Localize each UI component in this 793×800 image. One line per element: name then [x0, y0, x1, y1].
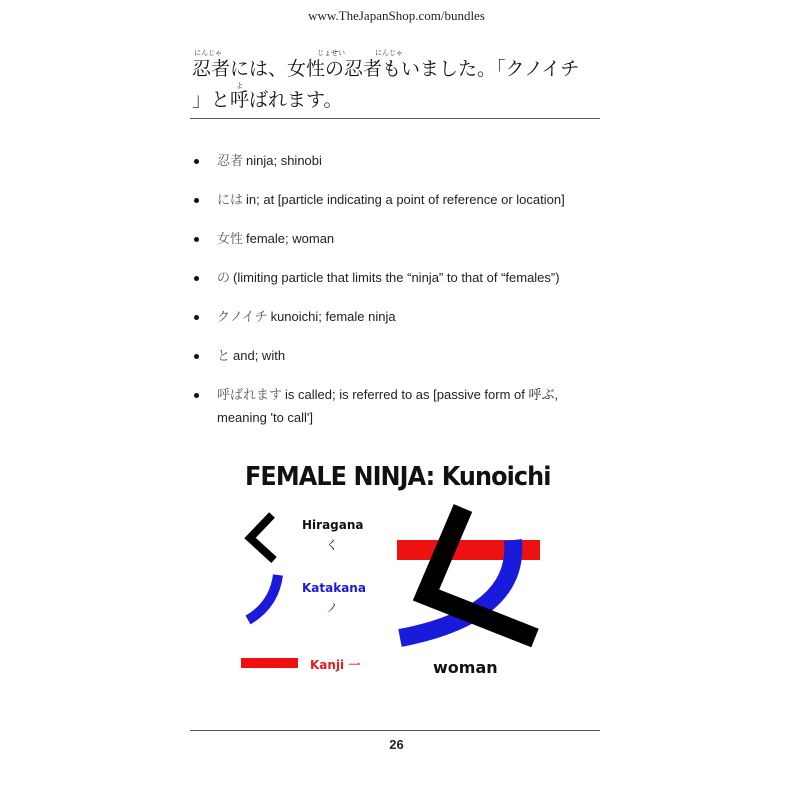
- title-divider: [190, 118, 600, 119]
- kunoichi-graphic: [230, 460, 570, 690]
- sentence-line-1: 忍者には、女性の忍者もいました。「クノイチ: [192, 58, 580, 80]
- katakana-label: Katakana: [302, 581, 366, 595]
- vocab-item: 忍者 ninja; shinobi: [190, 150, 605, 173]
- kanji-label: Kanji 一: [310, 658, 361, 672]
- sentence-line-2: 」と呼ばれます。: [192, 89, 343, 111]
- vocab-item: と and; with: [190, 345, 605, 368]
- furigana-josei: じょせい: [317, 49, 345, 57]
- header-url: www.TheJapanShop.com/bundles: [308, 8, 485, 23]
- vocab-list: [190, 150, 605, 445]
- furigana-ninja: にんじゃ: [194, 49, 222, 57]
- footer-divider: [190, 730, 600, 731]
- hiragana-ku-stroke: [250, 515, 274, 560]
- vocab-item: には in; at [particle indicating a point of reference or location]: [190, 189, 605, 212]
- vocab-item: クノイチ kunoichi; female ninja: [190, 306, 605, 329]
- vocab-item: の (limiting particle that limits the “ninja” to that of “females”): [190, 267, 605, 290]
- furigana-yo: よ: [236, 82, 243, 90]
- vocab-item: 呼ばれます is called; is referred to as [passive form of 呼ぶ, meaning 'to call']: [190, 384, 605, 429]
- vocab-item: 女性 female; woman: [190, 228, 605, 251]
- hiragana-char: く: [326, 538, 339, 552]
- stroke-diagram: [230, 460, 570, 690]
- graphic-title: FEMALE NINJA: Kunoichi: [245, 462, 551, 492]
- hiragana-label: Hiragana: [302, 518, 364, 532]
- page-number: 26: [389, 737, 404, 752]
- katakana-no-stroke: [248, 575, 278, 620]
- kanji-ichi-stroke: [241, 658, 298, 668]
- katakana-char: ノ: [326, 601, 339, 615]
- furigana-ninja: にんじゃ: [375, 49, 403, 57]
- woman-label: woman: [433, 658, 498, 677]
